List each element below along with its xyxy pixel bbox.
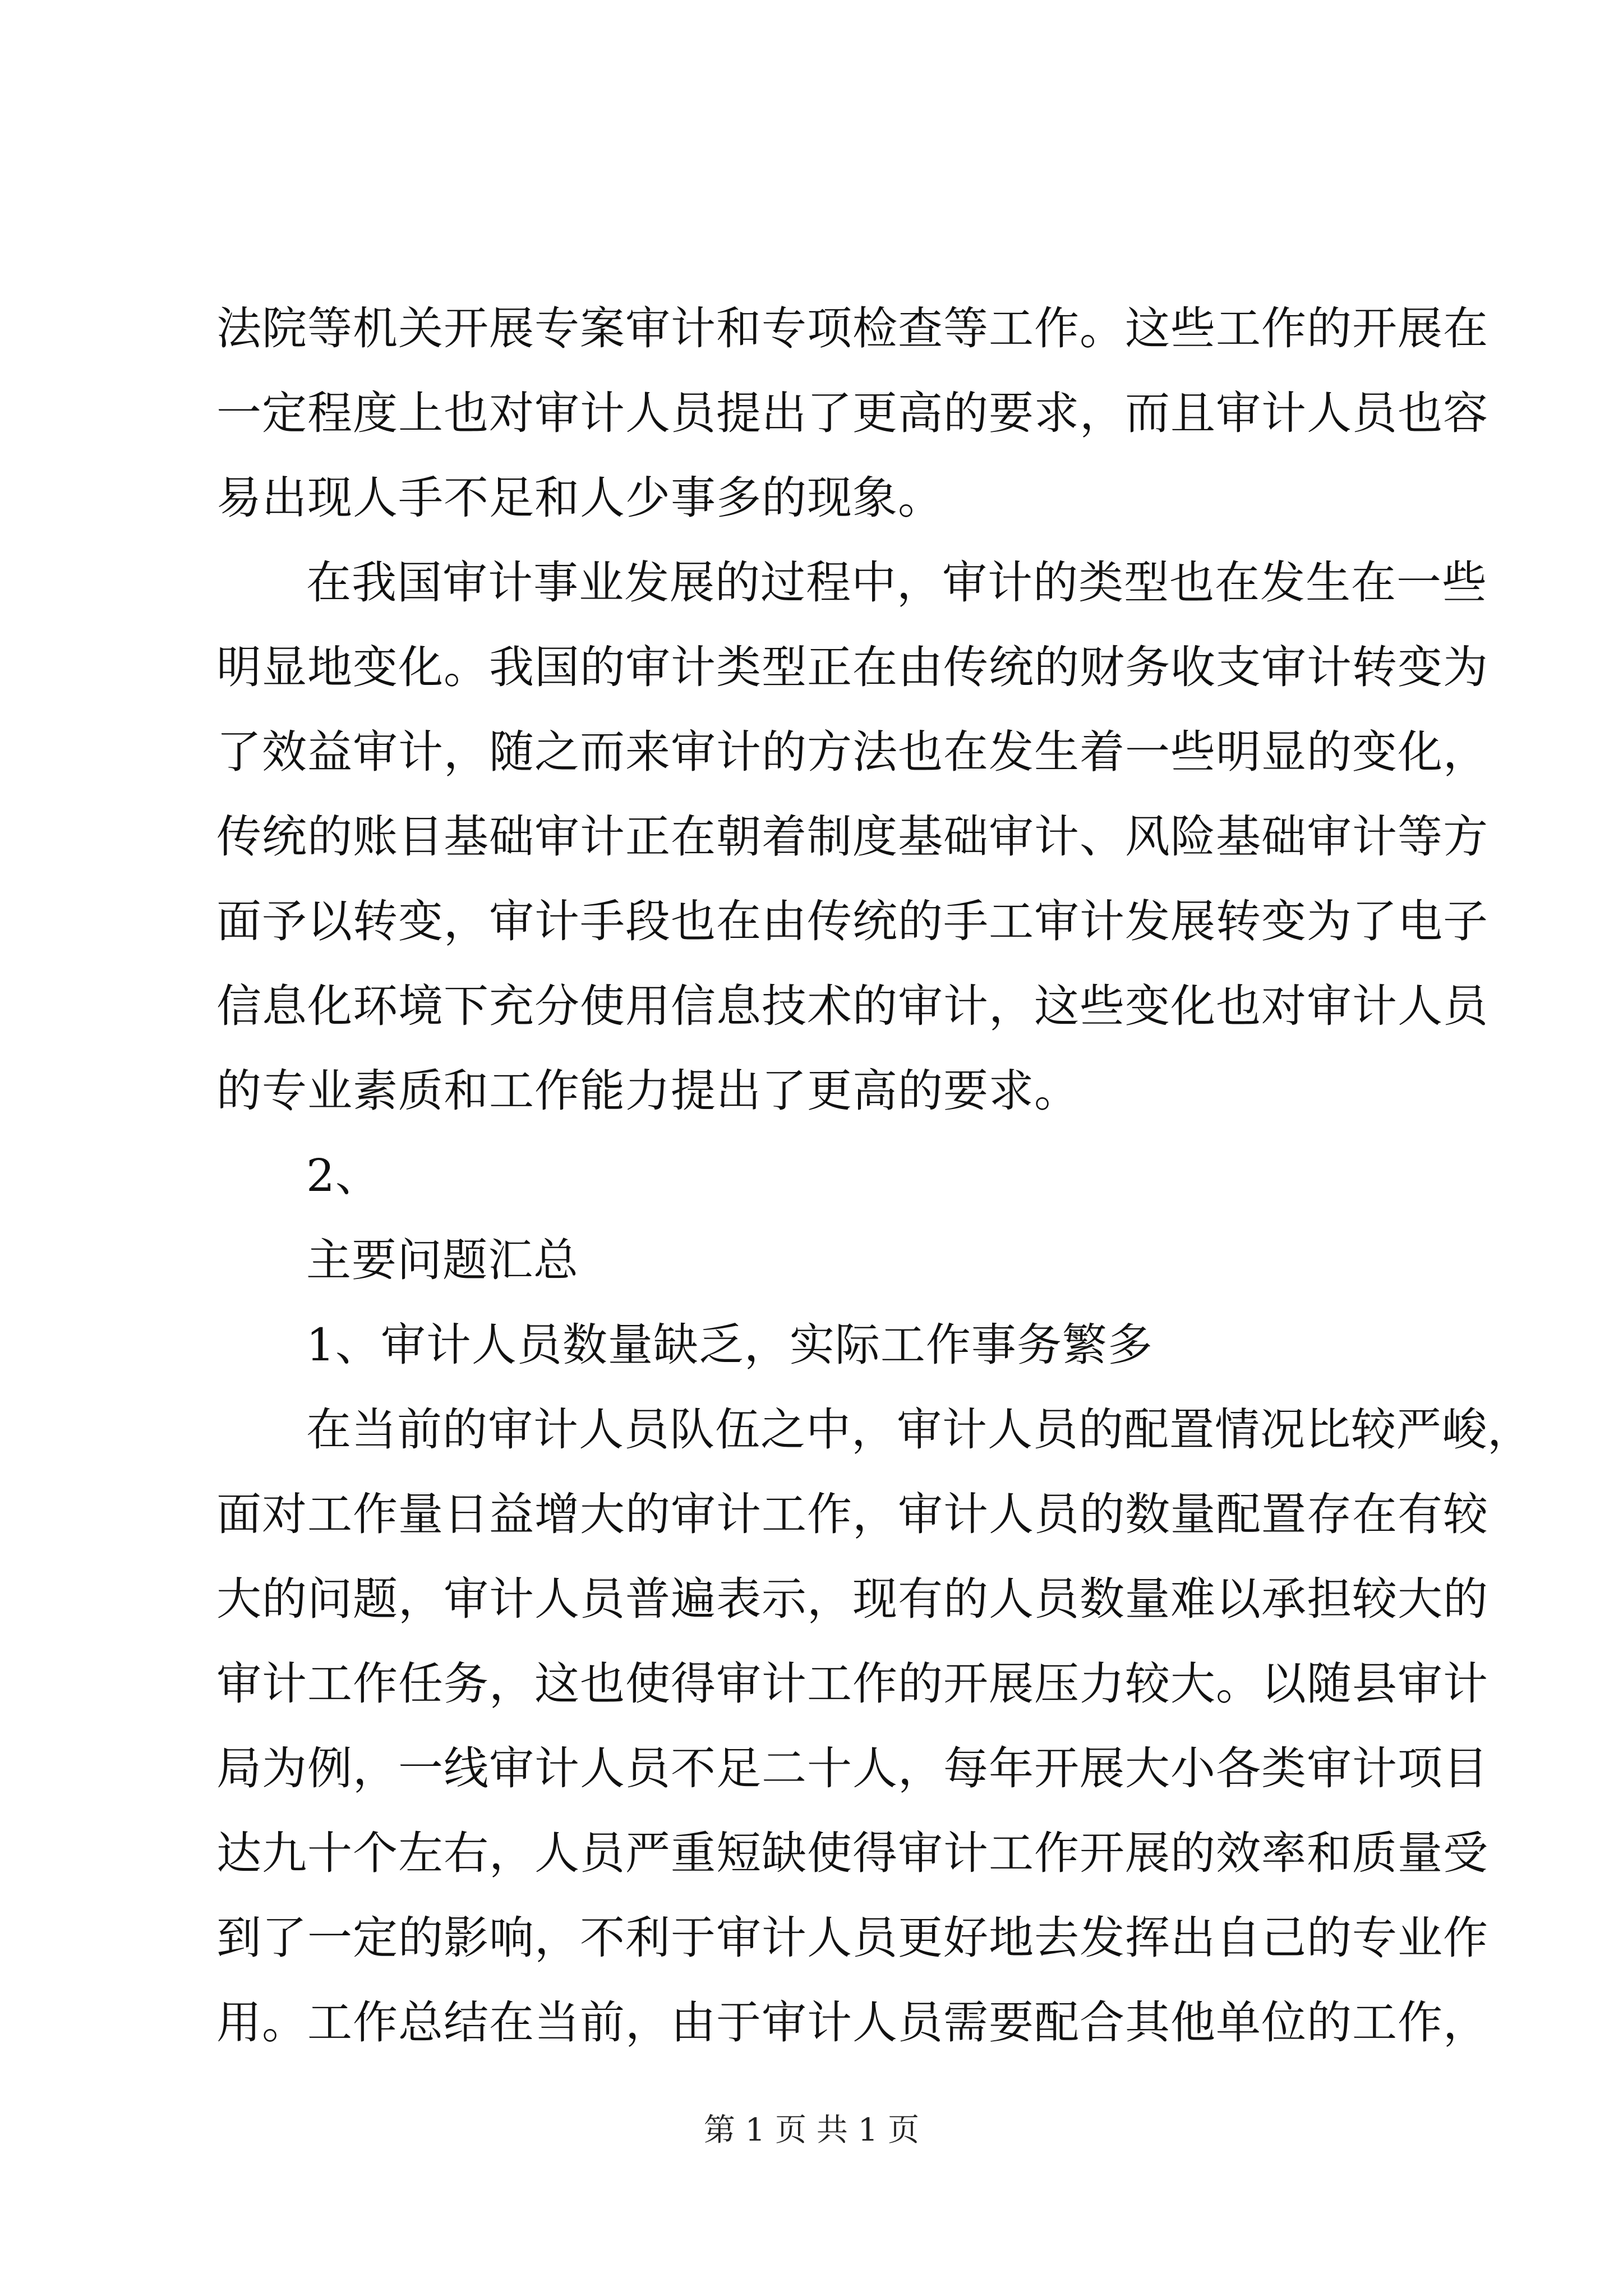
body-line: 到了一定的影响，不利于审计人员更好地去发挥出自己的专业作 bbox=[216, 1912, 1488, 1964]
body-line: 审计工作任务，这也使得审计工作的开展压力较大。以随县审计 bbox=[216, 1658, 1488, 1710]
section-heading: 主要问题汇总 bbox=[306, 1234, 579, 1286]
body-line: 达九十个左右，人员严重短缺使得审计工作开展的效率和质量受 bbox=[216, 1827, 1488, 1879]
body-line: 法院等机关开展专案审计和专项检查等工作。这些工作的开展在 bbox=[216, 302, 1488, 355]
paragraph-first-line: 在我国审计事业发展的过程中，审计的类型也在发生在一些 bbox=[306, 556, 1487, 609]
body-line: 局为例，一线审计人员不足二十人，每年开展大小各类审计项目 bbox=[216, 1742, 1488, 1795]
body-line: 明显地变化。我国的审计类型正在由传统的财务收支审计转变为 bbox=[216, 641, 1488, 693]
body-line: 用。工作总结在当前，由于审计人员需要配合其他单位的工作， bbox=[216, 1996, 1488, 2049]
subsection-heading: 1、审计人员数量缺乏，实际工作事务繁多 bbox=[306, 1319, 1153, 1371]
body-line: 传统的账目基础审计正在朝着制度基础审计、风险基础审计等方 bbox=[216, 811, 1488, 863]
paragraph-first-line: 在当前的审计人员队伍之中，审计人员的配置情况比较严峻， bbox=[306, 1404, 1533, 1456]
body-line: 面予以转变，审计手段也在由传统的手工审计发展转变为了电子 bbox=[216, 895, 1488, 947]
page-footer: 第 1 页 共 1 页 bbox=[703, 2112, 920, 2148]
body-line: 大的问题，审计人员普遍表示，现有的人员数量难以承担较大的 bbox=[216, 1573, 1488, 1625]
body-line: 的专业素质和工作能力提出了更高的要求。 bbox=[216, 1065, 1080, 1117]
body-line: 了效益审计，随之而来审计的方法也在发生着一些明显的变化， bbox=[216, 726, 1488, 778]
body-line: 易出现人手不足和人少事多的现象。 bbox=[216, 472, 943, 524]
section-number: 2、 bbox=[306, 1149, 381, 1202]
body-line: 一定程度上也对审计人员提出了更高的要求，而且审计人员也容 bbox=[216, 387, 1488, 439]
body-line: 面对工作量日益增大的审计工作，审计人员的数量配置存在有较 bbox=[216, 1488, 1488, 1540]
body-line: 信息化环境下充分使用信息技术的审计，这些变化也对审计人员 bbox=[216, 980, 1488, 1032]
